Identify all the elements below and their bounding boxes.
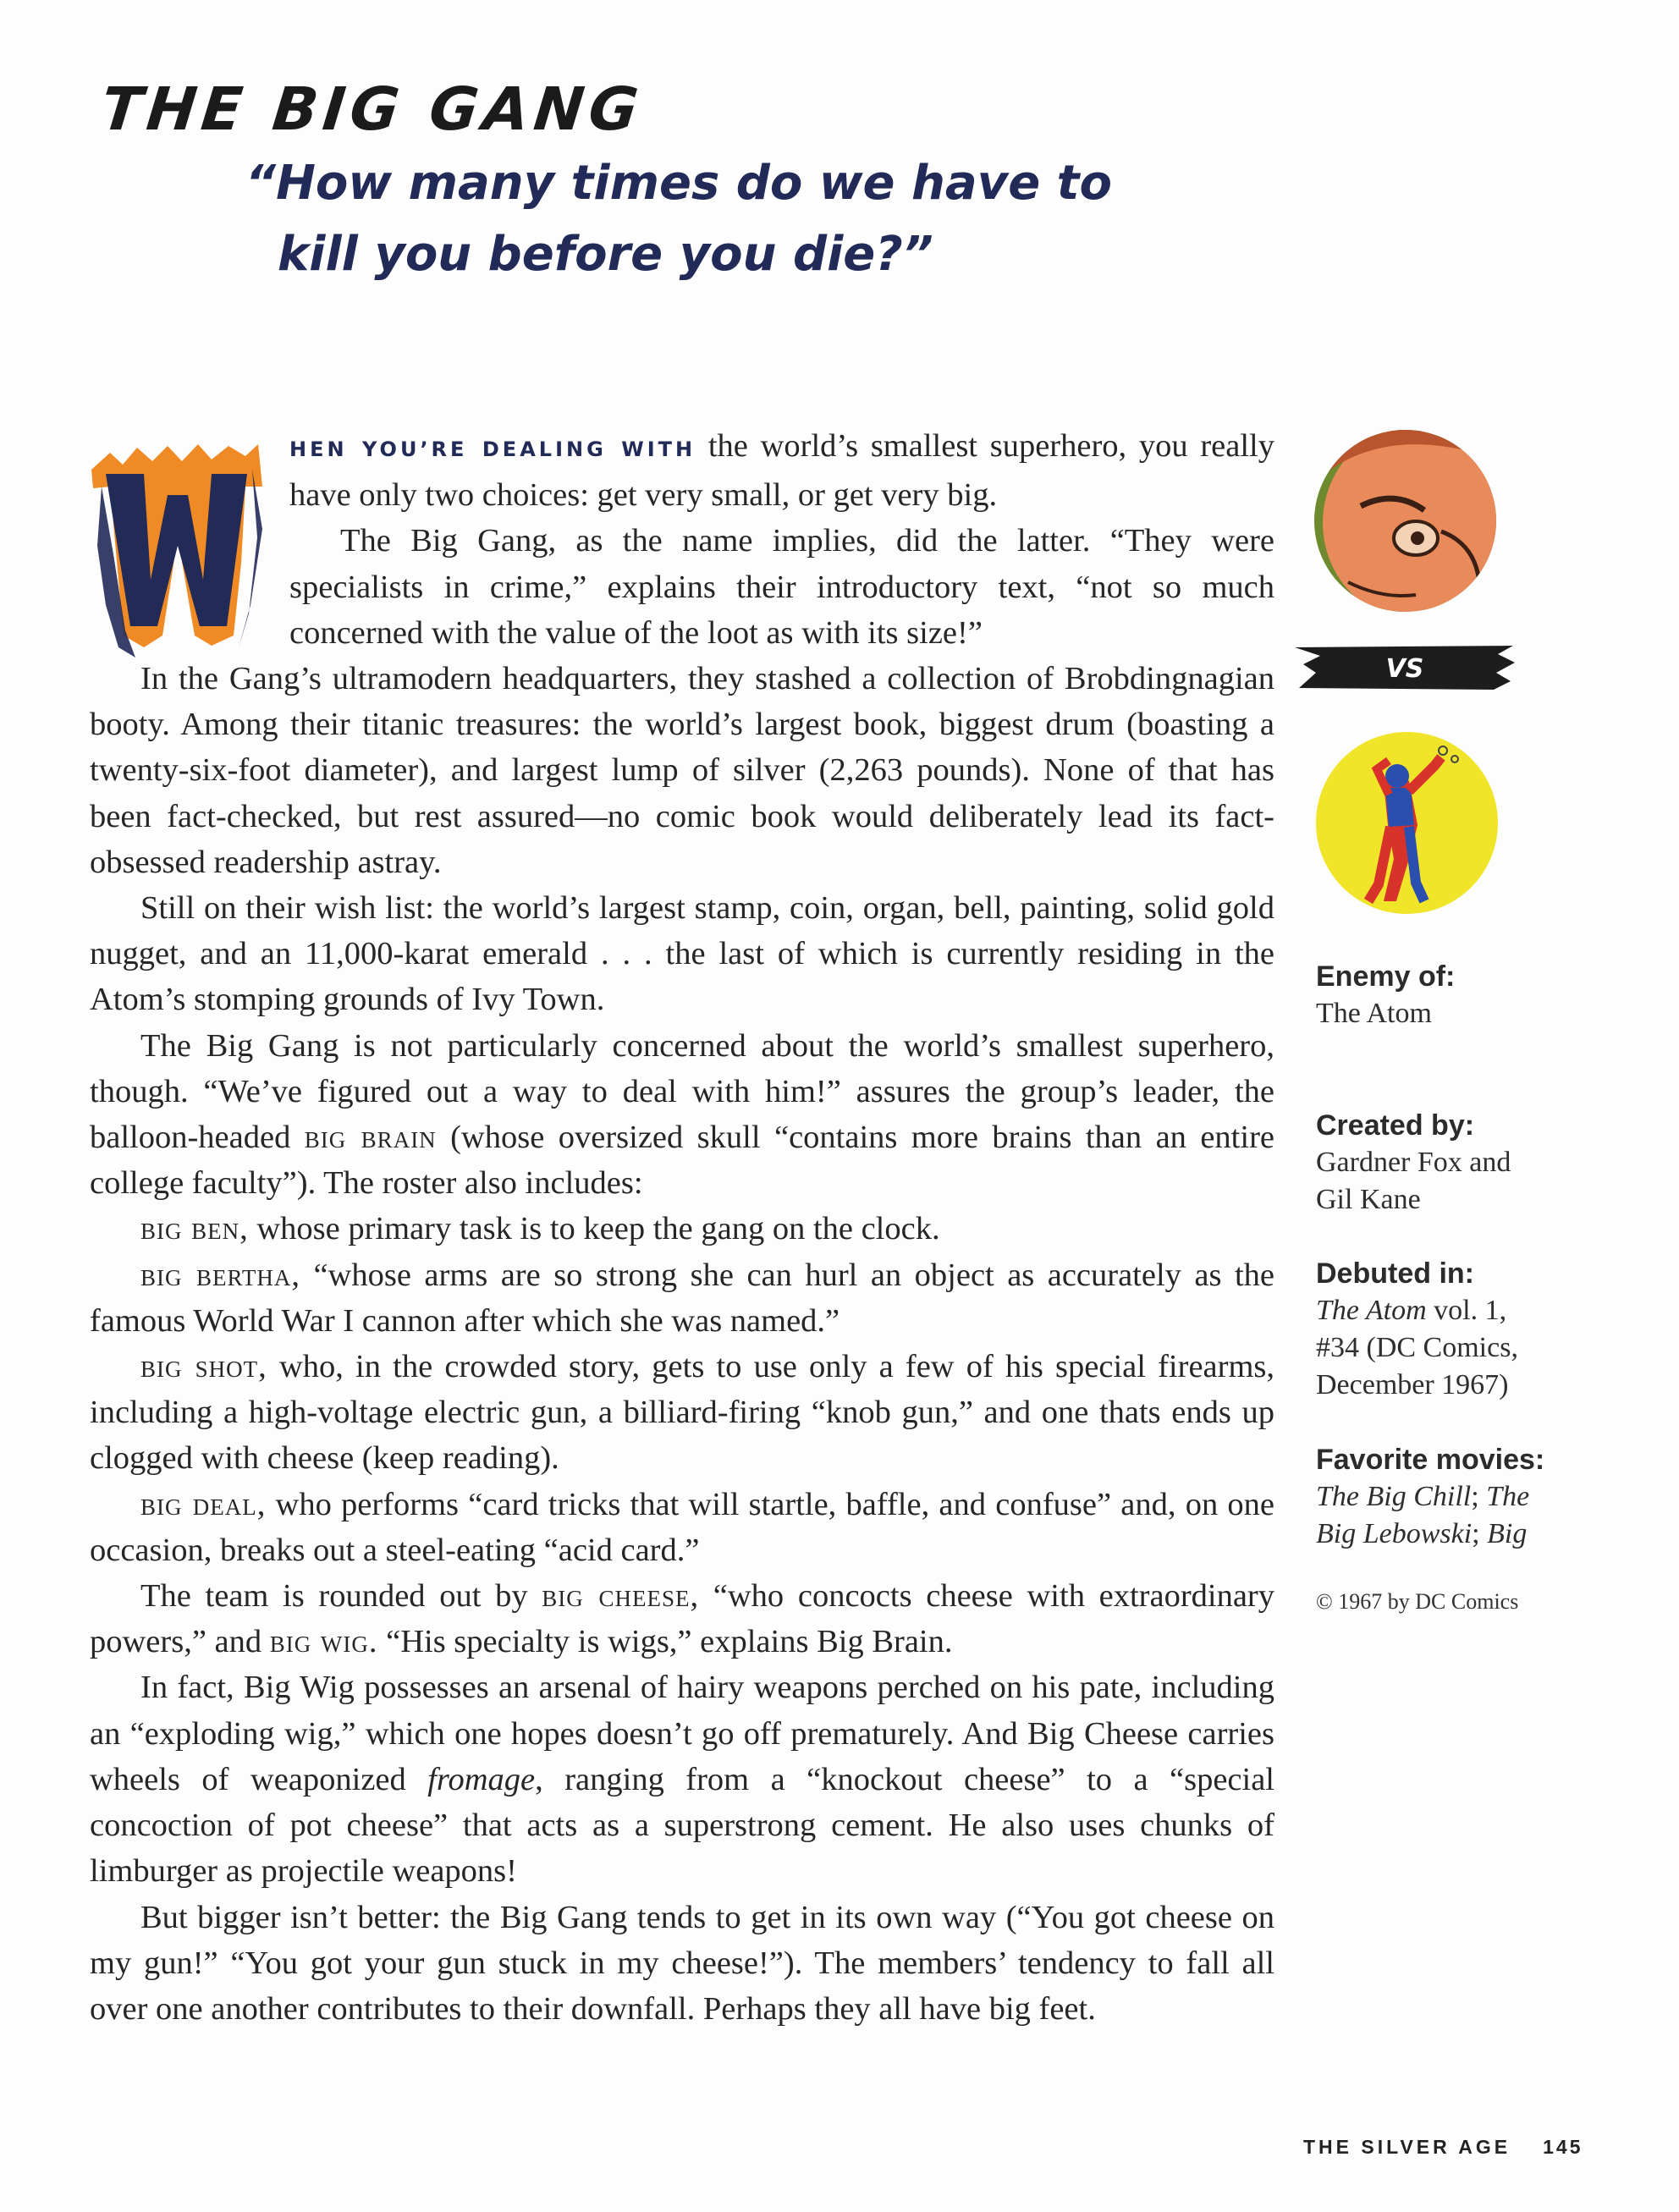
created-info [1316,1107,1570,1219]
movies-info [1316,1441,1570,1553]
enemy-label: Enemy of: [1316,960,1456,993]
hero-portrait [1316,732,1498,914]
page-title: THE BIG GANG [97,74,647,144]
subtitle-line-1: “How many times do we have to [245,156,1112,211]
paragraph: big deal, who performs “card tricks that will startle, baffle, and confuse” and, on one occasion, breaks out a steel-eating “acid card.” [90,1486,1275,1568]
paragraph: Still on their wish list: the world’s largest stamp, coin, organ, bell, painting, solid gold nugget, and an 11,000-karat emerald . . . the last of which is currently residing in the Atom’s stomping grounds of Ivy Town. [90,890,1274,1018]
created-label: Created by: [1316,1109,1475,1142]
created-value-2: Gil Kane [1316,1184,1421,1215]
copyright-note: © 1967 by DC Comics [1316,1589,1519,1614]
movies-value-1: The Big Chill; The [1316,1481,1530,1512]
paragraph: The Big Gang is not particularly concerned about the world’s smallest superhero, though. “We’ve figured out a way to deal with him!” assures the group’s leader, the balloon-headed big brain (whose oversized skull “contains more brains than an entire college faculty”). The roster also includes: [90,1027,1274,1202]
paragraph: The team is rounded out by big cheese, “who concocts cheese with extraordinary powers,” and big wig. “His specialty is wigs,” explains Big Brain. [90,1578,1274,1660]
movies-label: Favorite movies: [1316,1444,1545,1476]
enemy-info [1316,958,1570,1032]
created-value-1: Gardner Fox and [1316,1147,1511,1178]
enemy-value: The Atom [1316,998,1432,1029]
movies-value-2: Big Lebowski; Big [1316,1518,1528,1549]
paragraph: big ben, whose primary task is to keep the gang on the clock. [140,1211,940,1247]
paragraph: big bertha, “whose arms are so strong she can hurl an object as accurately as the famous World War I cannon after which she was named.” [90,1257,1274,1339]
debuted-label: Debuted in: [1316,1257,1474,1290]
paragraph: big shot, who, in the crowded story, gets to use only a few of his special firearms, including a high-voltage electric gun, a billiard-firing “knob gun,” and one thats ends up clogged with cheese (keep reading). [90,1349,1274,1477]
section-name: THE SILVER AGE [1303,2136,1511,2158]
debuted-value-1: The Atom vol. 1, [1316,1295,1507,1326]
debuted-info [1316,1255,1570,1404]
vs-banner [1295,639,1515,698]
subtitle-quote [245,148,1219,290]
paragraph: In the Gang’s ultramodern headquarters, they stashed a collection of Brobdingnagian booty. Among their titanic treasures: the world’s largest book, biggest drum (boasting a twenty-six-foot diameter), and largest lump of silver (2,263 pounds). None of that has been fact-checked, but rest assured—no comic book would deliberately lead its fact-obsessed readership astray. [90,661,1274,880]
page-footer [1303,2136,1583,2159]
debuted-value-3: December 1967) [1316,1369,1509,1400]
lead-in: HEN YOU’RE DEALING WITH [289,437,696,461]
paragraph: But bigger isn’t better: the Big Gang tends to get in its own way (“You got cheese on my gun!” “You got your gun stuck in my cheese!”). The members’ tendency to fall all over one another contributes to their downfall. Perhaps they all have big feet. [90,1899,1274,2027]
paragraph: HEN YOU’RE DEALING WITH the world’s smallest superhero, you really have only two choices: get very small, or get very big. [289,428,1275,514]
vs-label: VS [1385,654,1424,684]
paragraph: The Big Gang, as the name implies, did the latter. “They were specialists in crime,” explains their introductory text, “not so much concerned with the value of the loot as with its size!” [289,523,1274,651]
paragraph: In fact, Big Wig possesses an arsenal of hairy weapons perched on his pate, including an “exploding wig,” which one hopes doesn’t go off prematurely. And Big Cheese carries wheels of weaponized fromage, ranging from a “knockout cheese” to a “special concoction of pot cheese” that acts as a superstrong cement. He also uses chunks of limburger as projectile weapons! [90,1670,1274,1890]
article-body [90,423,1274,2032]
page-number: 145 [1543,2136,1583,2158]
debuted-value-2: #34 (DC Comics, [1316,1332,1518,1363]
subtitle-line-2: kill you before you die?” [278,227,933,282]
villain-portrait [1314,430,1496,612]
